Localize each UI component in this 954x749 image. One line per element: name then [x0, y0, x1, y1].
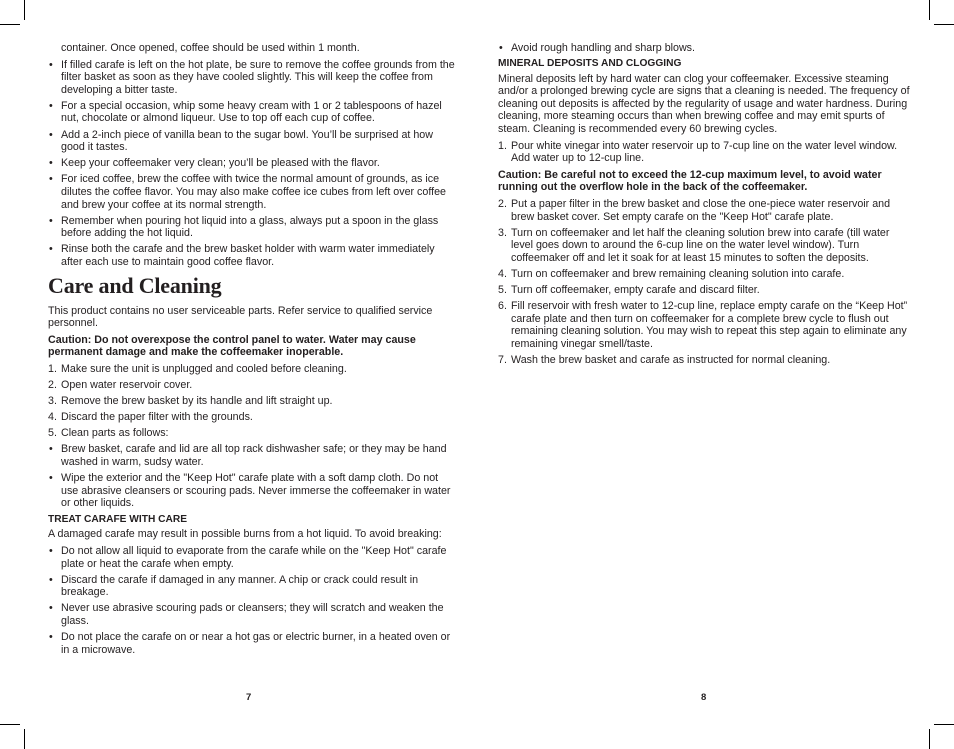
clean-bullet-item: • Brew basket, carafe and lid are all top rack dishwasher safe; or they may be hand washed in warm, sudsy water. [48, 443, 456, 468]
carafe-heading: TREAT CARAFE WITH CARE [48, 513, 188, 525]
tip-item: • Add a 2-inch piece of vanilla bean to the sugar bowl. You’ll be surprised at how good it tastes. [48, 129, 456, 154]
tip-item: • If filled carafe is left on the hot plate, be sure to remove the coffee grounds from the filter basket as soon as they have cooled slightly. This will keep the coffee from developing a bitter taste. [48, 59, 456, 97]
step-text: Clean parts as follows: [61, 427, 169, 440]
crop-mark [929, 0, 930, 20]
carafe-bullet-item: • Do not place the carafe on or near a hot gas or electric burner, in a heated oven or in a microwave. [48, 631, 456, 656]
page-number-right: 8 [701, 692, 707, 703]
step-number: 5. [48, 427, 57, 440]
step-number: 3. [498, 226, 507, 239]
tip-item: • For a special occasion, whip some heavy cream with 1 or 2 tablespoons of hazel nut, chocolate or almond liqueur. Use to top off each cup of coffee. [48, 100, 456, 125]
carafe-bullet-item: • Never use abrasive scouring pads or cleansers; they will scratch and weaken the glass. [48, 602, 456, 627]
step-item [498, 268, 912, 281]
caution-text: Caution: Be careful not to exceed the 12-cup maximum level, to avoid water running out the overflow hole in the back of the coffeemaker. [498, 168, 882, 194]
tips-list [48, 59, 456, 269]
continuation-text: container. Once opened, coffee should be used within 1 month. [61, 42, 360, 54]
step-number: 5. [498, 284, 507, 297]
cleaning-steps [48, 363, 456, 440]
step-number: 1. [48, 362, 57, 375]
step-number: 2. [48, 378, 57, 391]
step-number: 7. [498, 354, 507, 367]
carafe-bullets [48, 545, 456, 656]
crop-mark [934, 24, 954, 25]
step-text: Turn off coffeemaker, empty carafe and discard filter. [511, 284, 760, 297]
step-item [48, 395, 456, 408]
page-number-left: 7 [246, 692, 252, 703]
tip-item: • Rinse both the carafe and the brew basket holder with warm water immediately after each use to maintain good coffee flavor. [48, 243, 456, 268]
carafe-intro: A damaged carafe may result in possible burns from a hot liquid. To avoid breaking: [48, 528, 442, 541]
crop-mark [0, 724, 20, 725]
step-text: Make sure the unit is unplugged and cooled before cleaning. [61, 362, 347, 375]
step-number: 6. [498, 300, 507, 313]
mineral-heading: MINERAL DEPOSITS AND CLOGGING [498, 58, 682, 70]
section-title: Care and Cleaning [48, 272, 222, 298]
step-item [498, 198, 912, 223]
carafe-bullet-item: • Discard the carafe if damaged in any manner. A chip or crack could result in breakage. [48, 574, 456, 599]
right-page-column [498, 42, 912, 370]
tip-item: • Remember when pouring hot liquid into a glass, always put a spoon in the glass before adding the hot liquid. [48, 215, 456, 240]
step-text: Open water reservoir cover. [61, 378, 193, 391]
step-item [498, 354, 912, 367]
step-text: Put a paper filter in the brew basket and close the one-piece water reservoir and brew basket cover. Set empty carafe on the "Keep Hot" carafe plate. [511, 198, 891, 223]
step-text: Turn on coffeemaker and let half the cleaning solution brew into carafe (till water level goes down to around the 6-cup line on the water level window). Turn coffeemaker off and let it soak for at least 15 minutes to soften the deposits. [511, 226, 890, 264]
step-text: Wash the brew basket and carafe as instructed for normal cleaning. [511, 354, 831, 367]
step-item [498, 284, 912, 297]
step-text: Fill reservoir with fresh water to 12-cup line, replace empty carafe on the “Keep Hot” carafe plate and then turn on coffeemaker for a complete brew cycle to flush out remaining cleaning solution. You may wish to repeat this step again to eliminate any remaining vinegar smell/taste. [511, 300, 908, 350]
step-text: Remove the brew basket by its handle and lift straight up. [61, 395, 333, 408]
step-number: 4. [498, 268, 507, 280]
step-number: 3. [48, 395, 57, 408]
clean-bullet-item: • Wipe the exterior and the "Keep Hot" carafe plate with a soft damp cloth. Do not use abrasive cleansers or scouring pads. Never immerse the coffeemaker in water or other liquids. [48, 472, 456, 510]
caution-text: Caution: Do not overexpose the control panel to water. Water may cause permanent damage and make the coffeemaker inoperable. [48, 333, 416, 359]
intro-text: This product contains no user serviceable parts. Refer service to qualified service personnel. [48, 304, 433, 330]
step-item [48, 363, 456, 376]
step-number: 2. [498, 198, 507, 211]
crop-mark [929, 729, 930, 749]
step-text: Discard the paper filter with the grounds. [61, 411, 253, 424]
tip-item: • For iced coffee, brew the coffee with twice the normal amount of grounds, as ice dilutes the coffee flavor. You may also make coffee ice cubes from left over coffee and brew your coffee at its normal strength. [48, 173, 456, 211]
carafe-bullet-item: • Do not allow all liquid to evaporate from the carafe while on the "Keep Hot" carafe plate or heat the carafe when empty. [48, 545, 456, 570]
crop-mark [0, 24, 20, 25]
step-number: 4. [48, 411, 57, 424]
left-page-column [48, 42, 456, 660]
decalcify-steps [498, 198, 912, 367]
step-number: 1. [498, 139, 507, 152]
step-text: Pour white vinegar into water reservoir up to 7-cup line on the water level window. Add water up to 12-cup line. [511, 139, 898, 165]
step-item [498, 140, 912, 165]
step-text: Turn on coffeemaker and brew remaining cleaning solution into carafe. [511, 268, 845, 280]
step-item [48, 411, 456, 424]
mineral-intro: Mineral deposits left by hard water can clog your coffeemaker. Excessive steaming and/or a prolonged brewing cycle are signs that a cleaning is needed. The frequency of cleaning out deposits is affected by the regularity of usage and water hardness. During cleaning, more steaming occurs than when brewing coffee and may emit spurts of steam. Cleaning is recommended every 60 brewing cycles. [498, 72, 910, 136]
step-item [498, 300, 912, 350]
tip-item: • Keep your coffeemaker very clean; you’ll be pleased with the flavor. [48, 157, 456, 170]
crop-mark [24, 0, 25, 20]
crop-mark [934, 724, 954, 725]
step-item [498, 227, 912, 265]
carafe-bullet-item: • Avoid rough handling and sharp blows. [498, 42, 912, 55]
step-item [48, 427, 456, 440]
crop-mark [24, 729, 25, 749]
step-item [48, 379, 456, 392]
clean-bullets [48, 443, 456, 509]
